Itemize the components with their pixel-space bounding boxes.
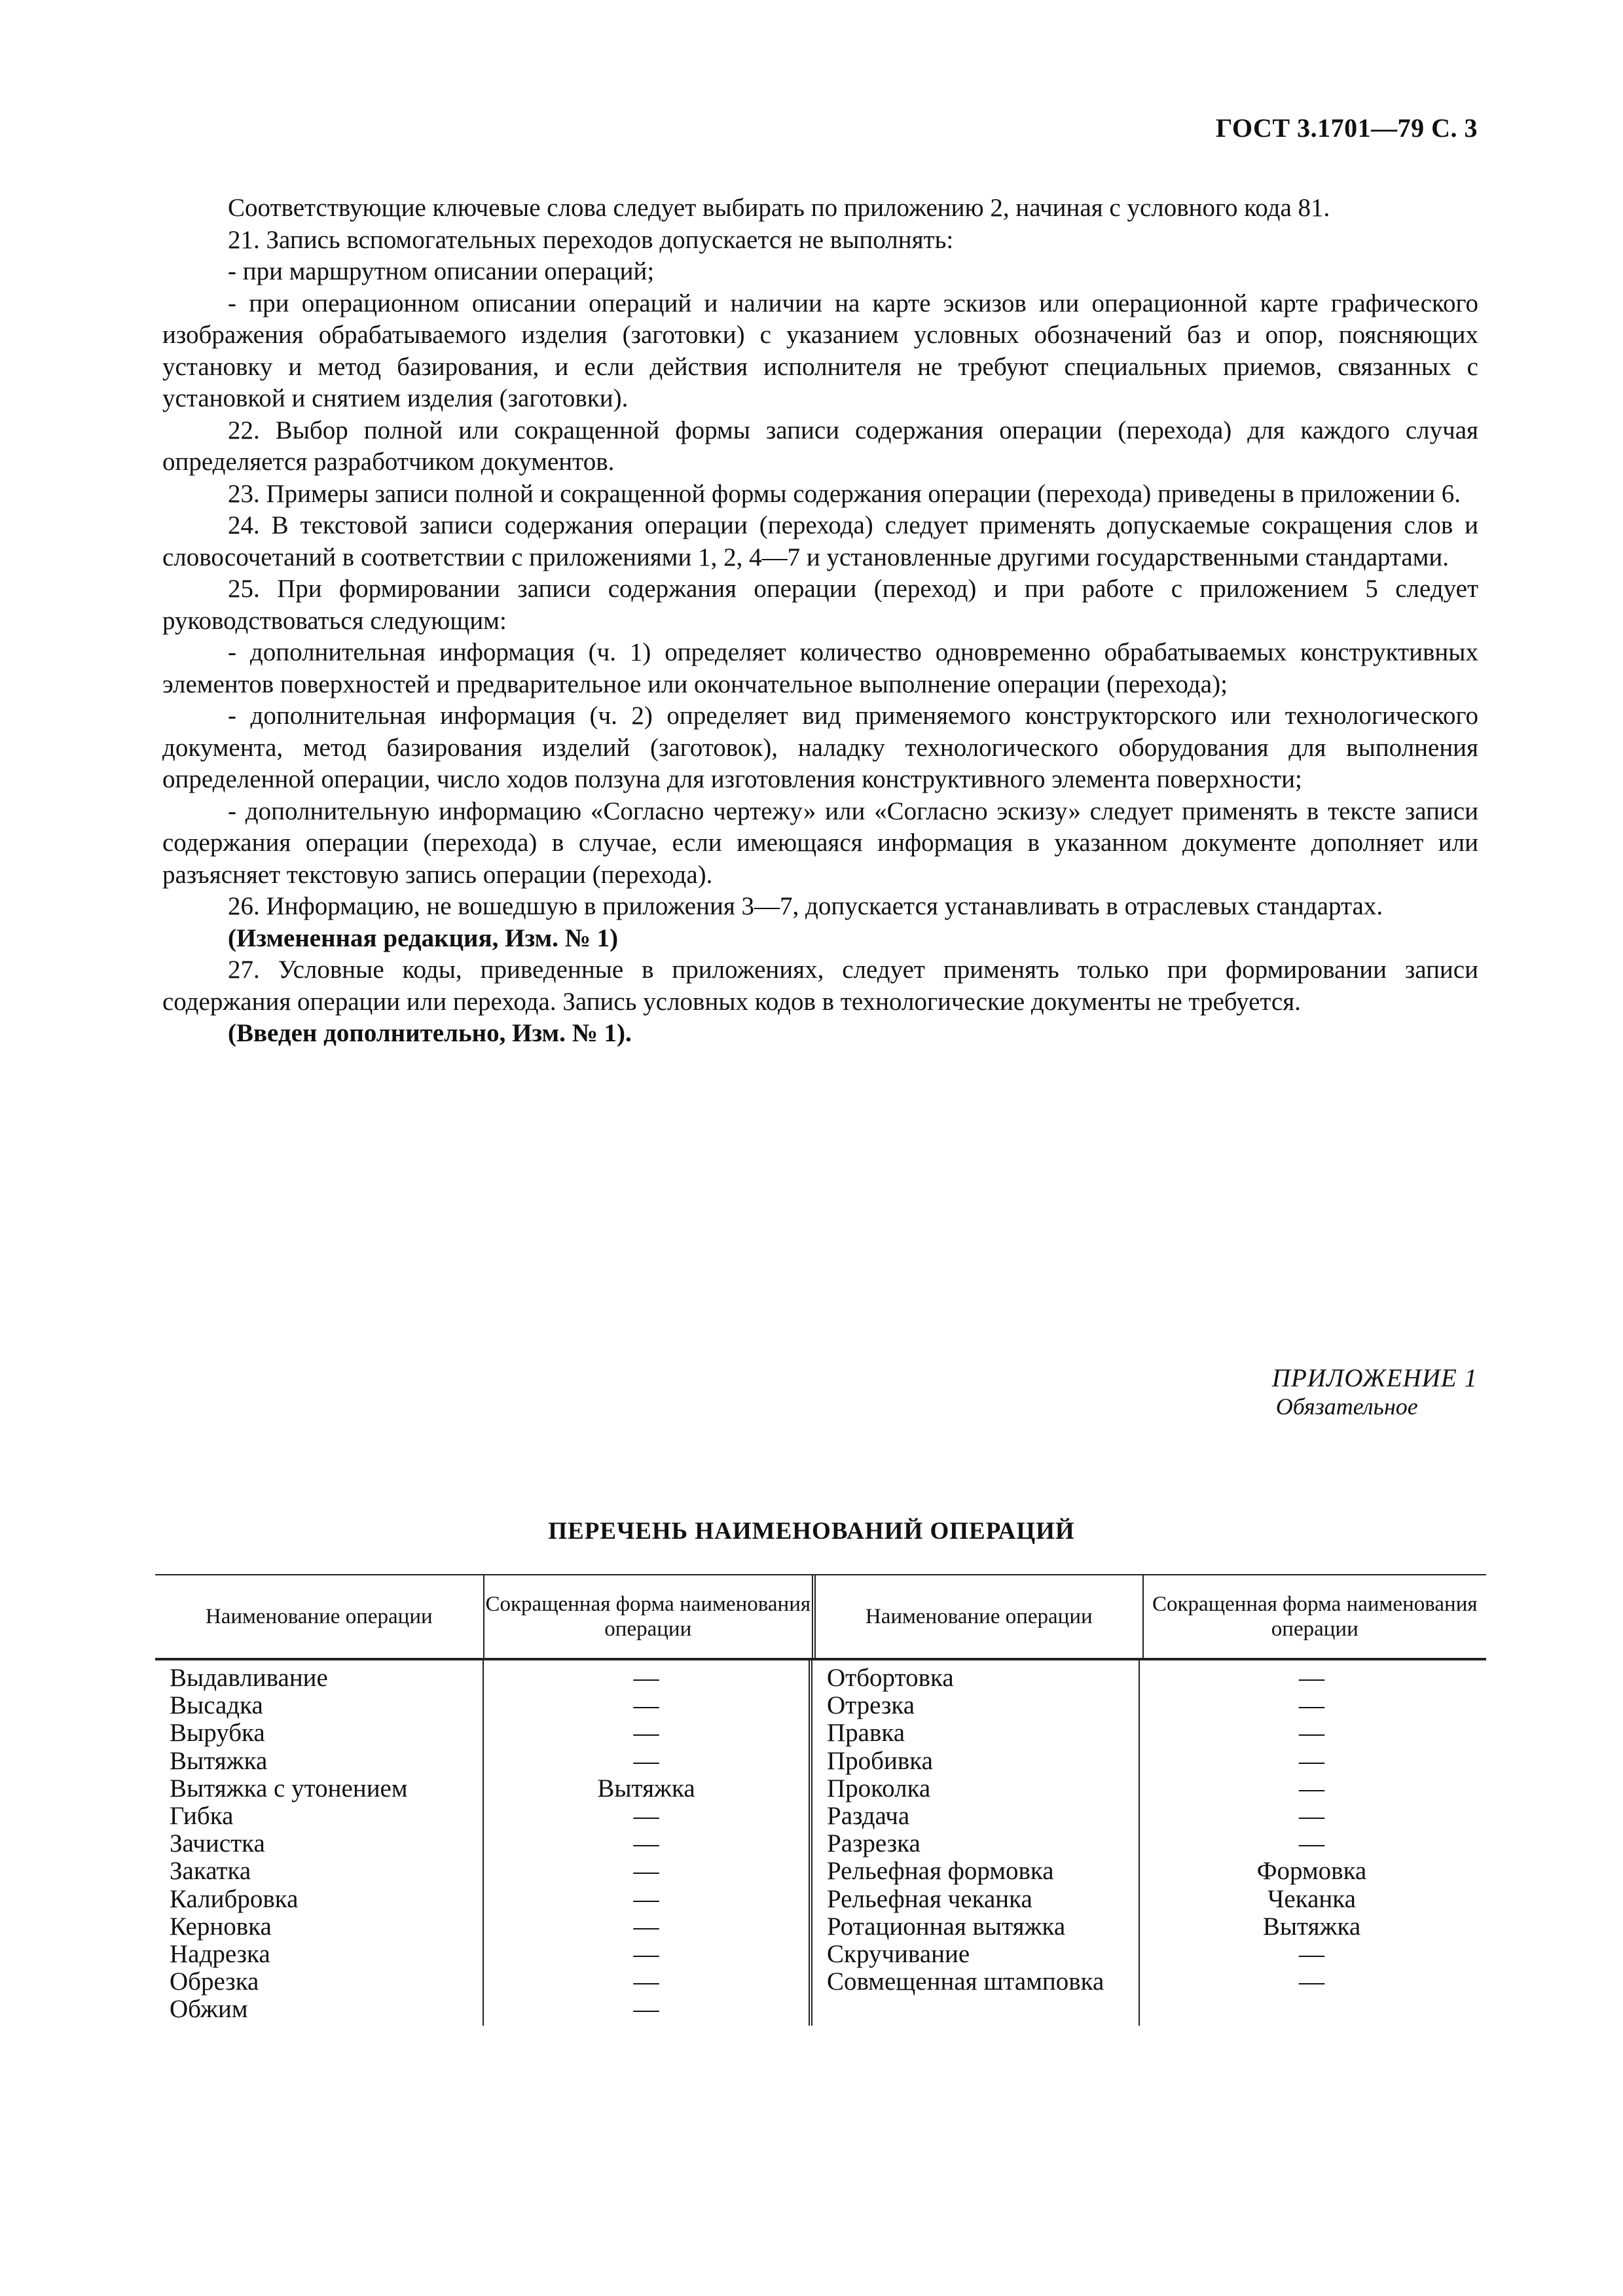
paragraph: - дополнительная информация (ч. 2) определяет вид применяемого конструкторского или технологического документа, метод базирования изделий (заготовок), наладку технологического оборудования для выполнения определенной операции, число ходов ползуна для изготовления конструктивного элемента поверхности; <box>162 702 1478 793</box>
operation-short-cell: — <box>633 1857 659 1886</box>
appendix-title: ПРИЛОЖЕНИЕ 1 <box>1271 1364 1478 1392</box>
operation-name-cell: Раздача <box>827 1801 910 1830</box>
operation-name-cell: Правка <box>827 1719 905 1748</box>
operation-short-cell: — <box>633 1829 659 1858</box>
paragraph: 24. В текстовой записи содержания операции (перехода) следует применять допускаемые сокращения слов и словосочетаний в соответствии с приложениями 1, 2, 4—7 и установленные другими государственными стандартами. <box>162 511 1478 571</box>
operation-short-cell: Чеканка <box>1267 1884 1356 1913</box>
table-title: ПЕРЕЧЕНЬ НАИМЕНОВАНИЙ ОПЕРАЦИЙ <box>548 1518 1075 1545</box>
paragraph: 25. При формировании записи содержания операции (переход) и при работе с приложением 5 следует руководствоваться следующим: <box>162 575 1478 635</box>
paragraph: 26. Информацию, не вошедшую в приложения 3—7, допускается устанавливать в отраслевых стандартах. <box>228 892 1383 920</box>
operation-name-cell: Зачистка <box>170 1829 265 1858</box>
operation-name-cell: Ротационная вытяжка <box>827 1912 1066 1941</box>
operation-short-cell: — <box>1299 1774 1324 1803</box>
operation-name-cell: Надрезка <box>170 1939 270 1968</box>
operation-short-cell: — <box>633 1691 659 1720</box>
header-short-left: Сокращенная форма наименования операции <box>484 1575 816 1658</box>
paragraph: - дополнительная информация (ч. 1) определяет количество одновременно обрабатываемых конструктивных элементов поверхностей и предварительное или окончательное выполнение операции (перехода); <box>162 638 1478 698</box>
operation-short-cell: — <box>1299 1746 1324 1775</box>
operation-name-cell: Калибровка <box>170 1884 299 1913</box>
table-header <box>155 1574 1486 1660</box>
operation-name-cell: Совмещенная штамповка <box>827 1967 1104 1996</box>
operation-short-cell: — <box>633 1912 659 1941</box>
paragraph: - при маршрутном описании операций; <box>228 257 655 285</box>
column-left-short <box>484 1660 812 2026</box>
operation-name-cell: Скручивание <box>827 1939 970 1968</box>
operation-short-cell: — <box>1299 1719 1324 1748</box>
paragraph: 22. Выбор полной или сокращенной формы записи содержания операции (перехода) для каждого случая определяется разработчиком документов. <box>162 416 1478 476</box>
paragraph: (Введен дополнительно, Изм. № 1). <box>228 1019 632 1047</box>
appendix-label <box>1272 1363 1478 1420</box>
operation-short-cell: — <box>633 1746 659 1775</box>
header-name-right: Наименование операции <box>816 1575 1144 1658</box>
paragraph: 23. Примеры записи полной и сокращенной формы содержания операции (перехода) приведены в приложении 6. <box>228 479 1461 508</box>
operation-name-cell: Обжим <box>170 1995 248 2024</box>
operation-short-cell: — <box>1299 1967 1324 1996</box>
operation-short-cell: — <box>1299 1829 1324 1858</box>
header-name-left: Наименование операции <box>155 1575 484 1658</box>
operation-short-cell: — <box>1299 1939 1324 1968</box>
operation-name-cell: Рельефная чеканка <box>827 1884 1032 1913</box>
operation-short-cell: — <box>633 1967 659 1996</box>
operation-short-cell: — <box>1299 1801 1324 1830</box>
paragraph: Соответствующие ключевые слова следует выбирать по приложению 2, начиная с условного кода 81. <box>228 194 1330 222</box>
operation-name-cell: Закатка <box>170 1857 251 1886</box>
operation-short-cell: — <box>633 1719 659 1748</box>
body-text <box>162 192 1478 1050</box>
operation-name-cell: Керновка <box>170 1912 272 1941</box>
operation-name-cell: Высадка <box>170 1691 263 1720</box>
operation-name-cell: Вытяжка с утонением <box>170 1774 408 1803</box>
header-short-right: Сокращенная форма наименования операции <box>1152 1592 1478 1641</box>
paragraph: 27. Условные коды, приведенные в приложениях, следует применять только при формировании записи содержания операции или перехода. Запись условных кодов в технологические документы не требуется. <box>162 956 1478 1016</box>
operation-short-cell: Вытяжка <box>597 1774 695 1803</box>
operation-name-cell: Вырубка <box>170 1719 265 1748</box>
operation-short-cell: — <box>1299 1691 1324 1720</box>
operation-short-cell: Формовка <box>1256 1857 1367 1886</box>
operation-name-cell: Гибка <box>170 1801 234 1830</box>
operation-short-cell: — <box>633 1995 659 2024</box>
operation-name-cell: Проколка <box>827 1774 931 1803</box>
paragraph: - при операционном описании операций и наличии на карте эскизов или операционной карте графического изображения обрабатываемого изделия (заготовки) с указанием условных обозначений баз и опор, поясняющих установку и метод базирования, и если действия исполнителя не требуют специальных приемов, связанных с установкой и снятием изделия (заготовки). <box>162 289 1478 412</box>
paragraph: 21. Запись вспомогательных переходов допускается не выполнять: <box>228 225 954 254</box>
appendix-subtitle: Обязательное <box>1275 1393 1418 1420</box>
page-header: ГОСТ 3.1701—79 С. 3 <box>1215 113 1478 143</box>
operation-short-cell: — <box>633 1884 659 1913</box>
operation-short-cell: — <box>1299 1664 1324 1692</box>
operation-name-cell: Рельефная формовка <box>827 1857 1054 1886</box>
operation-short-cell: — <box>633 1664 659 1692</box>
operation-short-cell: — <box>633 1939 659 1968</box>
column-right-short <box>1140 1660 1484 2026</box>
operation-name-cell: Вытяжка <box>170 1746 268 1775</box>
column-left-names <box>155 1660 484 2026</box>
column-right-names <box>812 1660 1140 2026</box>
operation-name-cell: Разрезка <box>827 1829 921 1858</box>
paragraph: - дополнительную информацию «Согласно чертежу» или «Согласно эскизу» следует применять в тексте записи содержания операции (перехода) в случае, если имеющаяся информация в указанном документе дополняет или разъясняет текстовую запись операции (перехода). <box>162 797 1478 889</box>
operation-name-cell: Выдавливание <box>170 1664 328 1692</box>
operation-name-cell: Отрезка <box>827 1691 915 1720</box>
table-body <box>155 1660 1486 2026</box>
operation-name-cell: Отбортовка <box>827 1664 954 1692</box>
operation-name-cell: Обрезка <box>170 1967 259 1996</box>
paragraph: (Измененная редакция, Изм. № 1) <box>228 924 619 952</box>
operation-short-cell: Вытяжка <box>1262 1912 1361 1941</box>
operations-table <box>155 1574 1486 2026</box>
operation-name-cell: Пробивка <box>827 1746 933 1775</box>
operation-short-cell: — <box>633 1801 659 1830</box>
